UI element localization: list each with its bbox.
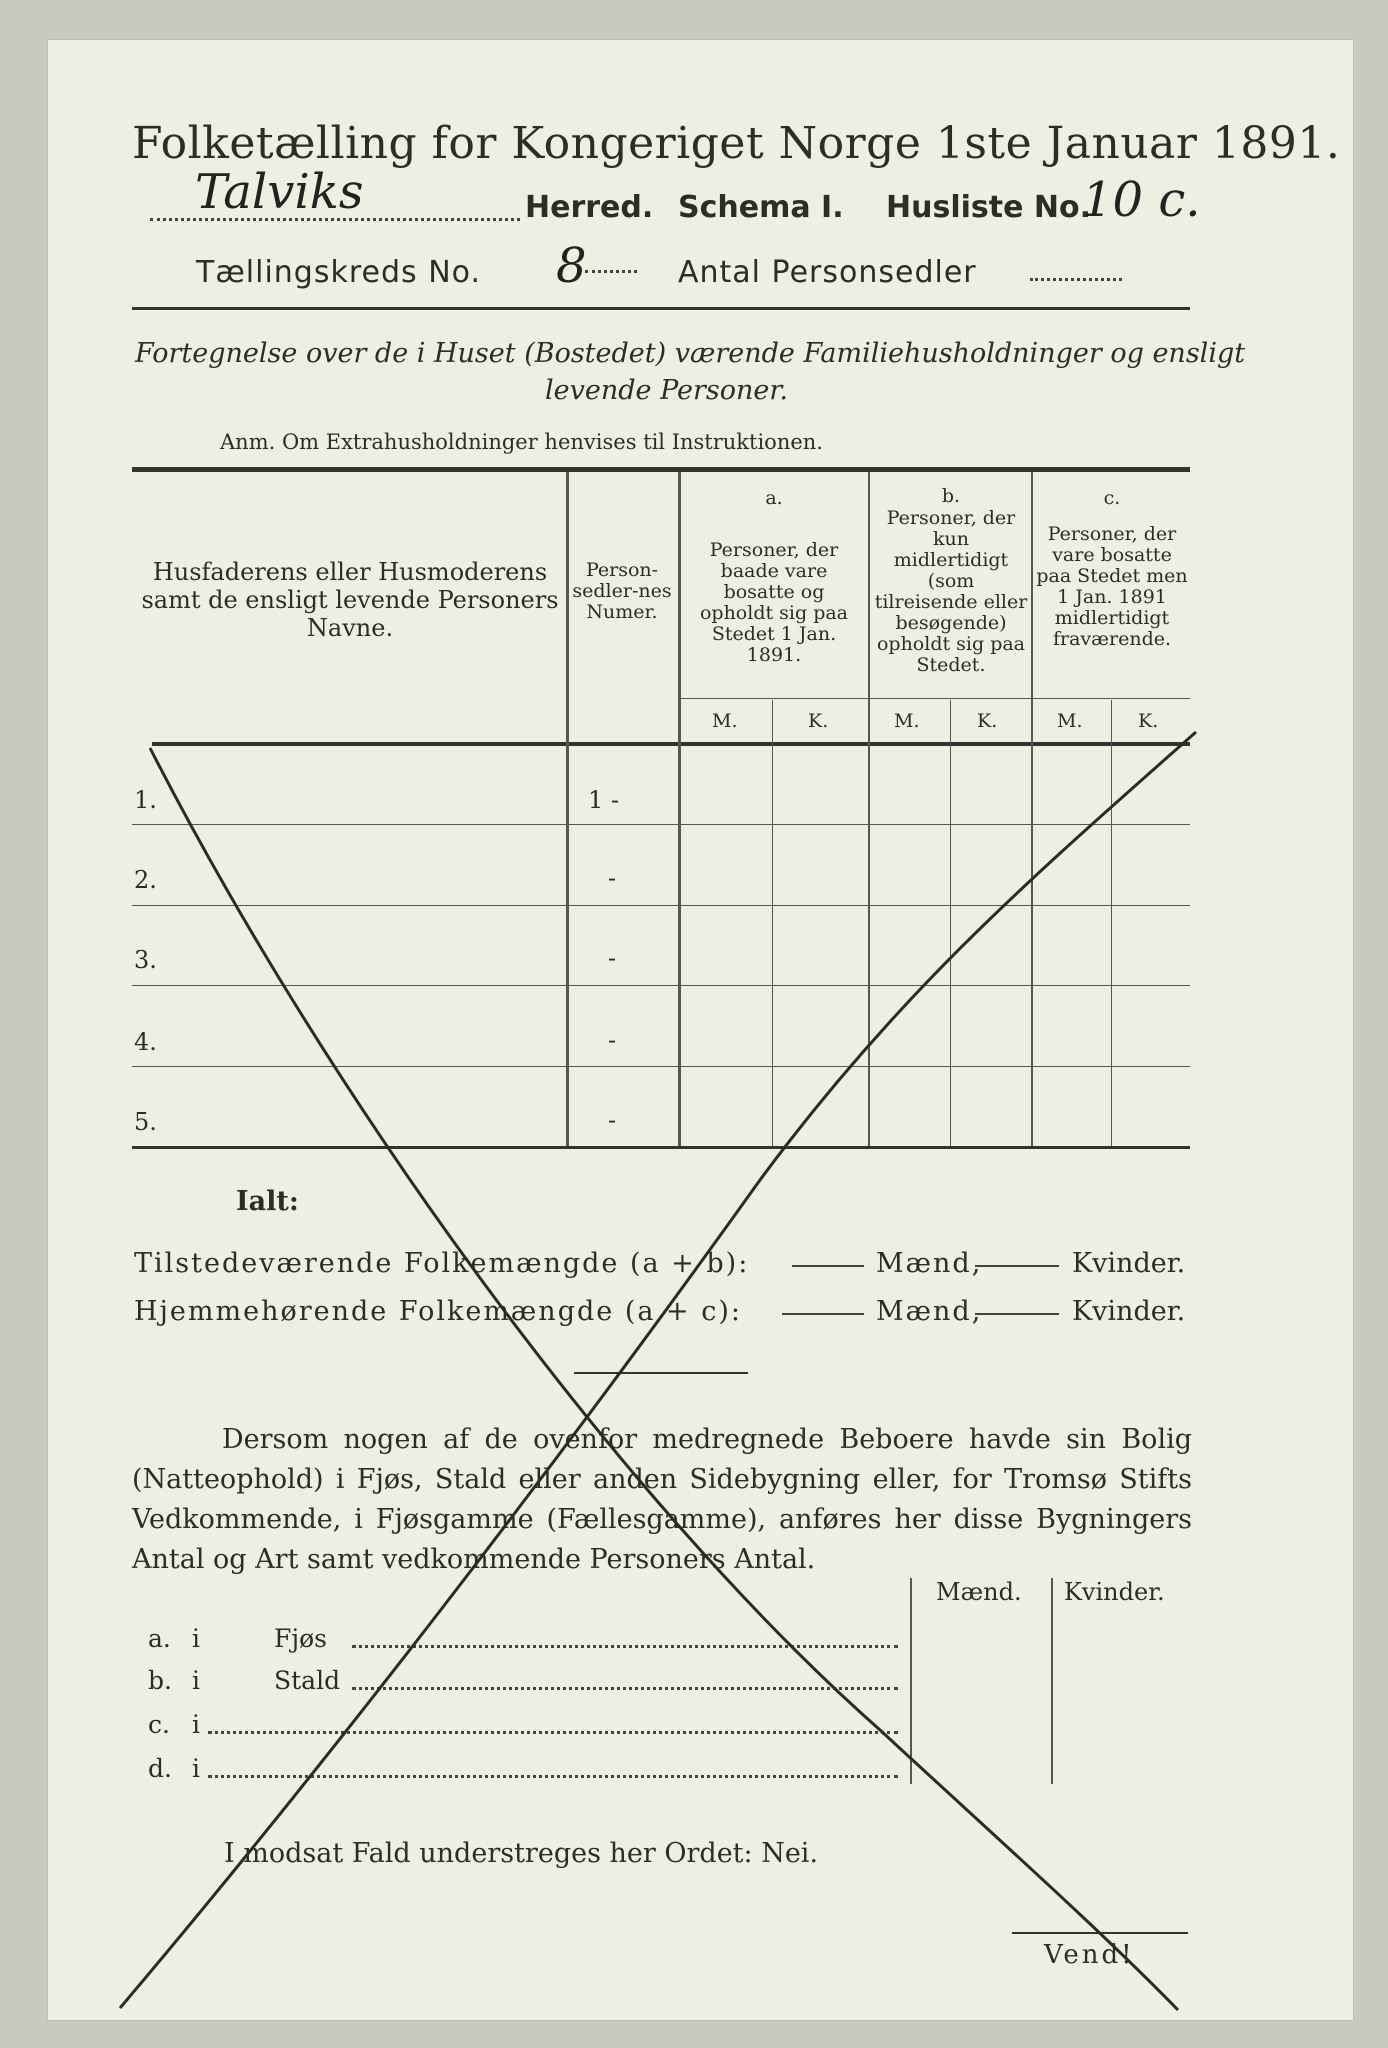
item-d-prep: i (192, 1754, 200, 1783)
schema-label: Schema I. (678, 190, 844, 225)
col-header-names: Husfaderens eller Husmoderens samt de ensligt levende Personers Navne. (141, 558, 559, 642)
item-c-letter: c. (148, 1710, 170, 1739)
row-4-numer: - (608, 1026, 617, 1054)
item-c-prep: i (192, 1710, 200, 1739)
col-c-letter: c. (1103, 487, 1121, 509)
row-5-numer: - (608, 1106, 617, 1134)
modsat-line: I modsat Fald understreges her Ordet: Nei. (224, 1838, 819, 1869)
col-a-text: Personer, der baade vare bosatte og opholdt sig paa Stedet 1 Jan. 1891. (699, 539, 849, 666)
herred-label: Herred. (525, 190, 654, 225)
a-k: K. (808, 710, 829, 732)
ialt-label: Ialt: (236, 1186, 299, 1217)
b-m: M. (894, 710, 920, 732)
husliste-value: 10 c. (1082, 172, 1201, 228)
item-b-prep: i (192, 1666, 200, 1695)
form-title: Folketælling for Kongeriget Norge 1ste Januar 1891. (132, 118, 1341, 169)
kreds-label: Tællingskreds No. (196, 255, 481, 290)
col-b-text: Personer, der kun midlertidigt (som tilreisende eller besøgende) opholdt sig paa Stedet. (874, 507, 1028, 676)
row-2-number: 2. (134, 866, 157, 894)
bygning-kvinder-head: Kvinder. (1064, 1578, 1165, 1606)
bygning-paragraph: Dersom nogen af de ovenfor medregnede Beboere havde sin Bolig (Natteophold) i Fjøs, Stald eller anden Sidebygning eller, for Tromsø Stifts Vedkommende, i Fjøsgamme (Fællesgamme), anføres her disse Bygningers Antal og Art samt vedkommende Personers Antal. (132, 1424, 1192, 1575)
col-b-letter: b. (941, 485, 961, 507)
tilstede-kvinder: Kvinder. (1072, 1248, 1186, 1279)
tilstede-maend: Mænd, (876, 1248, 983, 1279)
row-5-number: 5. (134, 1108, 157, 1136)
col-c-text: Personer, der vare bosatte paa Stedet men 1 Jan. 1891 midlertidigt fraværende. (1036, 523, 1188, 650)
intro-line-2: levende Personer. (545, 375, 788, 406)
intro-line-1: Fortegnelse over de i Huset (Bostedet) værende Familiehusholdninger og ensligt (135, 338, 1246, 369)
item-a-name: Fjøs (274, 1624, 327, 1653)
hjemme-kvinder: Kvinder. (1072, 1296, 1186, 1327)
c-m: M. (1057, 710, 1083, 732)
kreds-value: 8 (556, 238, 587, 294)
husliste-label: Husliste No. (886, 190, 1091, 225)
hjemme-maend: Mænd, (876, 1296, 983, 1327)
item-a-letter: a. (148, 1624, 171, 1653)
a-m: M. (712, 710, 738, 732)
vend-label: Vend! (1044, 1940, 1135, 1970)
col-a-letter: a. (765, 487, 783, 509)
bygning-maend-head: Mænd. (936, 1578, 1022, 1606)
b-k: K. (977, 710, 998, 732)
tilstede-label: Tilstedeværende Folkemængde (a + b): (134, 1248, 750, 1279)
col-header-numer: Person-sedler-nes Numer. (572, 559, 672, 623)
hjemme-label: Hjemmehørende Folkemængde (a + c): (134, 1296, 742, 1327)
row-1-number: 1. (134, 786, 157, 814)
row-3-numer: - (608, 944, 617, 972)
item-b-name: Stald (274, 1666, 341, 1695)
c-k: K. (1138, 710, 1159, 732)
item-d-letter: d. (148, 1754, 172, 1783)
strike-line-2 (120, 732, 1196, 2008)
row-4-number: 4. (134, 1028, 157, 1056)
herred-name: Talviks (195, 164, 364, 220)
strike-line-1 (150, 748, 1178, 2010)
row-1-numer: 1 - (588, 786, 620, 814)
item-a-prep: i (192, 1624, 200, 1653)
item-b-letter: b. (148, 1666, 172, 1695)
antal-label: Antal Personsedler (678, 255, 977, 290)
anm-note: Anm. Om Extrahusholdninger henvises til Instruktionen. (220, 430, 823, 454)
row-2-numer: - (608, 864, 617, 892)
row-3-number: 3. (134, 946, 157, 974)
